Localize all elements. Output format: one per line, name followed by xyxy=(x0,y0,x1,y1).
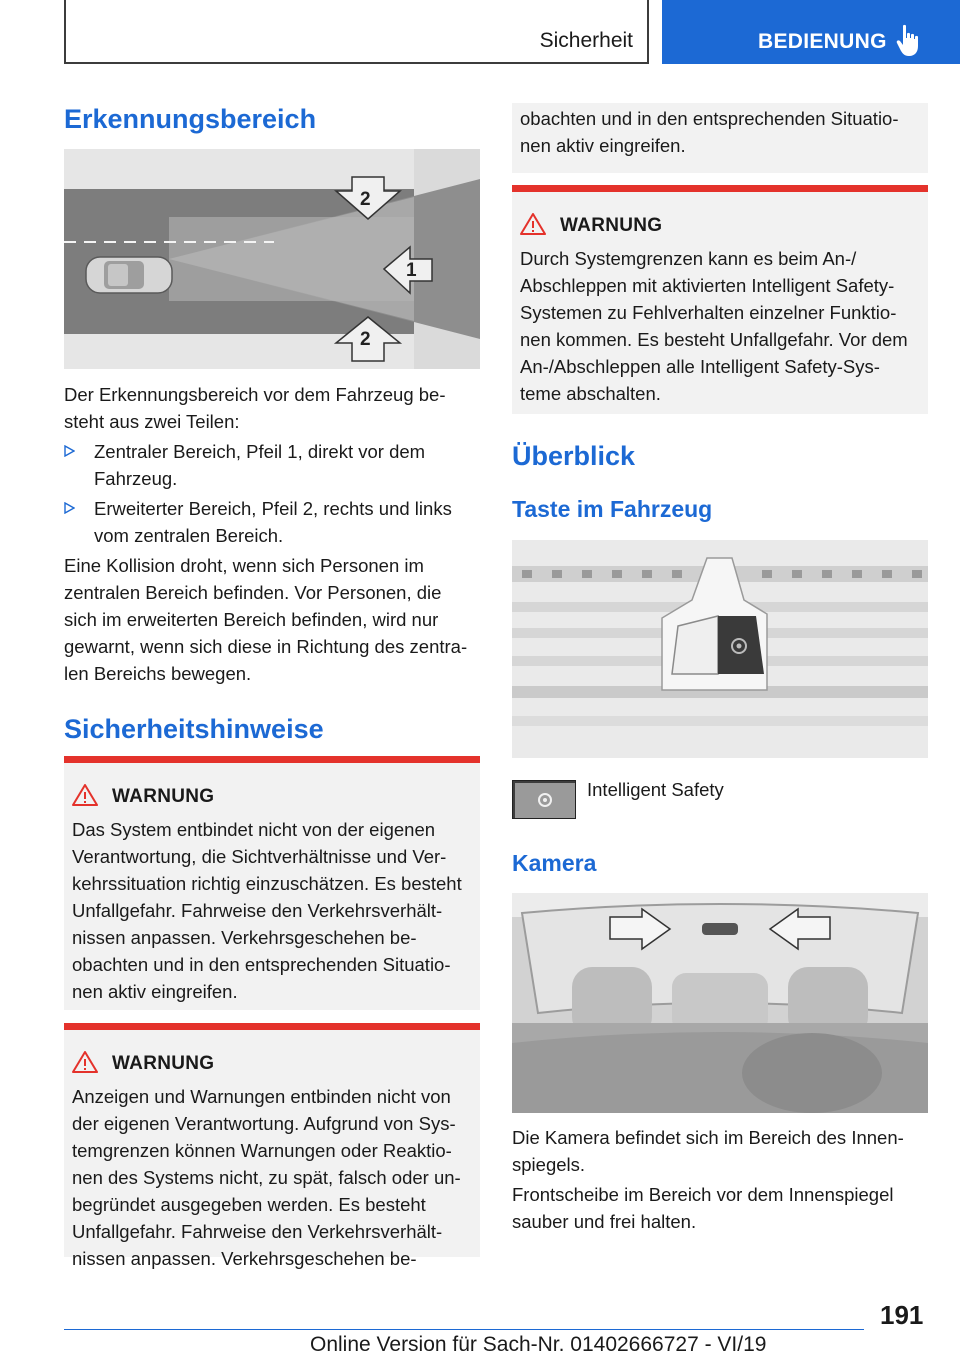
intelligent-safety-button-icon xyxy=(512,780,576,819)
warning-text: Das System entbindet nicht von der eigenen Verantwortung, die Sichtverhältnisse und Ver- kehrssituation richtig einzuschätzen. Es besteht Unfallgefahr. Fahrweise den Verkehrsverhält- nissen anpassen. Verkehrsgeschehen be- obachten und in den entsprechenden Situatio- nen aktiv eingreifen. xyxy=(72,819,462,1002)
footer-divider xyxy=(64,1329,864,1330)
triangle-bullet-icon xyxy=(64,502,75,514)
warning-box-3 xyxy=(512,185,928,414)
heading-kamera: Kamera xyxy=(512,850,597,876)
camera-text-clean: Frontscheibe im Bereich vor dem Innenspiegel sauber und frei halten. xyxy=(512,1184,894,1232)
figure-label-2-bottom: 2 xyxy=(360,329,371,350)
heading-ueberblick: Überblick xyxy=(512,441,636,471)
warning-box-2 xyxy=(64,1023,480,1269)
bullet-text-extended: Erweiterter Bereich, Pfeil 2, rechts und links vom zentralen Bereich. xyxy=(94,498,452,546)
triangle-bullet-icon xyxy=(64,445,75,457)
warning-title: WARNUNG xyxy=(112,786,215,807)
warning-text: obachten und in den entsprechenden Situatio- nen aktiv eingreifen. xyxy=(520,108,899,156)
heading-sicherheitshinweise: Sicherheitshinweise xyxy=(64,714,324,744)
footer-online-version: Online Version für Sach-Nr. 01402666727 - VI/19 xyxy=(310,1333,767,1356)
list-item xyxy=(64,438,480,492)
warning-box-2-continued xyxy=(512,103,928,173)
collision-text: Eine Kollision droht, wenn sich Personen im zentralen Bereich befinden. Vor Personen, die sich im erweiterten Bereich befinden, wird nur gewarnt, wenn sich diese in Richtung des zentra- len Bereichs bewegen. xyxy=(64,555,468,684)
warning-title: WARNUNG xyxy=(560,215,663,236)
button-photo xyxy=(512,540,928,758)
warning-bar xyxy=(64,756,480,763)
camera-photo xyxy=(512,893,928,1113)
list-item xyxy=(64,495,480,549)
warning-text: Durch Systemgrenzen kann es beim An-/ Abschleppen mit aktivierten Intelligent Safety- Systemen zu Fehlverhalten einzelner Funktio- nen kommen. Es besteht Unfallgefahr. Vor dem An-/Abschleppen alle Intelligent Safety-Sys- teme abschalten. xyxy=(520,248,908,404)
tab-bedienung-label: BEDIENUNG xyxy=(758,30,887,53)
heading-erkennungsbereich: Erkennungsbereich xyxy=(64,104,317,134)
warning-triangle-icon xyxy=(520,212,546,236)
detection-area-figure xyxy=(64,149,480,369)
header-section-title: Sicherheit xyxy=(539,29,633,52)
warning-text: Anzeigen und Warnungen entbinden nicht von der eigenen Verantwortung. Aufgrund von Sys- temgrenzen können Warnungen oder Reaktio- nen des Systems nicht, zu spät, falsch oder un- begründet ausgegeben werden. Es besteht Unfallgefahr. Fahrweise den Verkehrsverhält- nissen anpassen. Verkehrsgeschehen be- xyxy=(72,1086,461,1269)
camera-text-location: Die Kamera befindet sich im Bereich des Innen- spiegels. xyxy=(512,1127,904,1175)
warning-triangle-icon xyxy=(72,783,98,807)
button-caption: Intelligent Safety xyxy=(587,779,724,800)
figure-label-1: 1 xyxy=(406,260,417,281)
heading-taste-im-fahrzeug: Taste im Fahrzeug xyxy=(512,496,713,522)
warning-triangle-icon xyxy=(72,1050,98,1074)
warning-bar xyxy=(512,185,928,192)
detection-intro-text: Der Erkennungsbereich vor dem Fahrzeug be- steht aus zwei Teilen: xyxy=(64,384,446,432)
header-section-box xyxy=(64,0,649,64)
bullet-text-central: Zentraler Bereich, Pfeil 1, direkt vor dem Fahrzeug. xyxy=(94,441,426,489)
hand-pointer-icon xyxy=(896,24,922,58)
detection-area-diagram xyxy=(64,149,480,369)
warning-title: WARNUNG xyxy=(112,1053,215,1074)
warning-box-1 xyxy=(64,756,480,1010)
warning-bar xyxy=(64,1023,480,1030)
figure-label-2-top: 2 xyxy=(360,189,371,210)
page-number: 191 xyxy=(880,1300,924,1330)
tab-bedienung[interactable] xyxy=(662,0,960,64)
